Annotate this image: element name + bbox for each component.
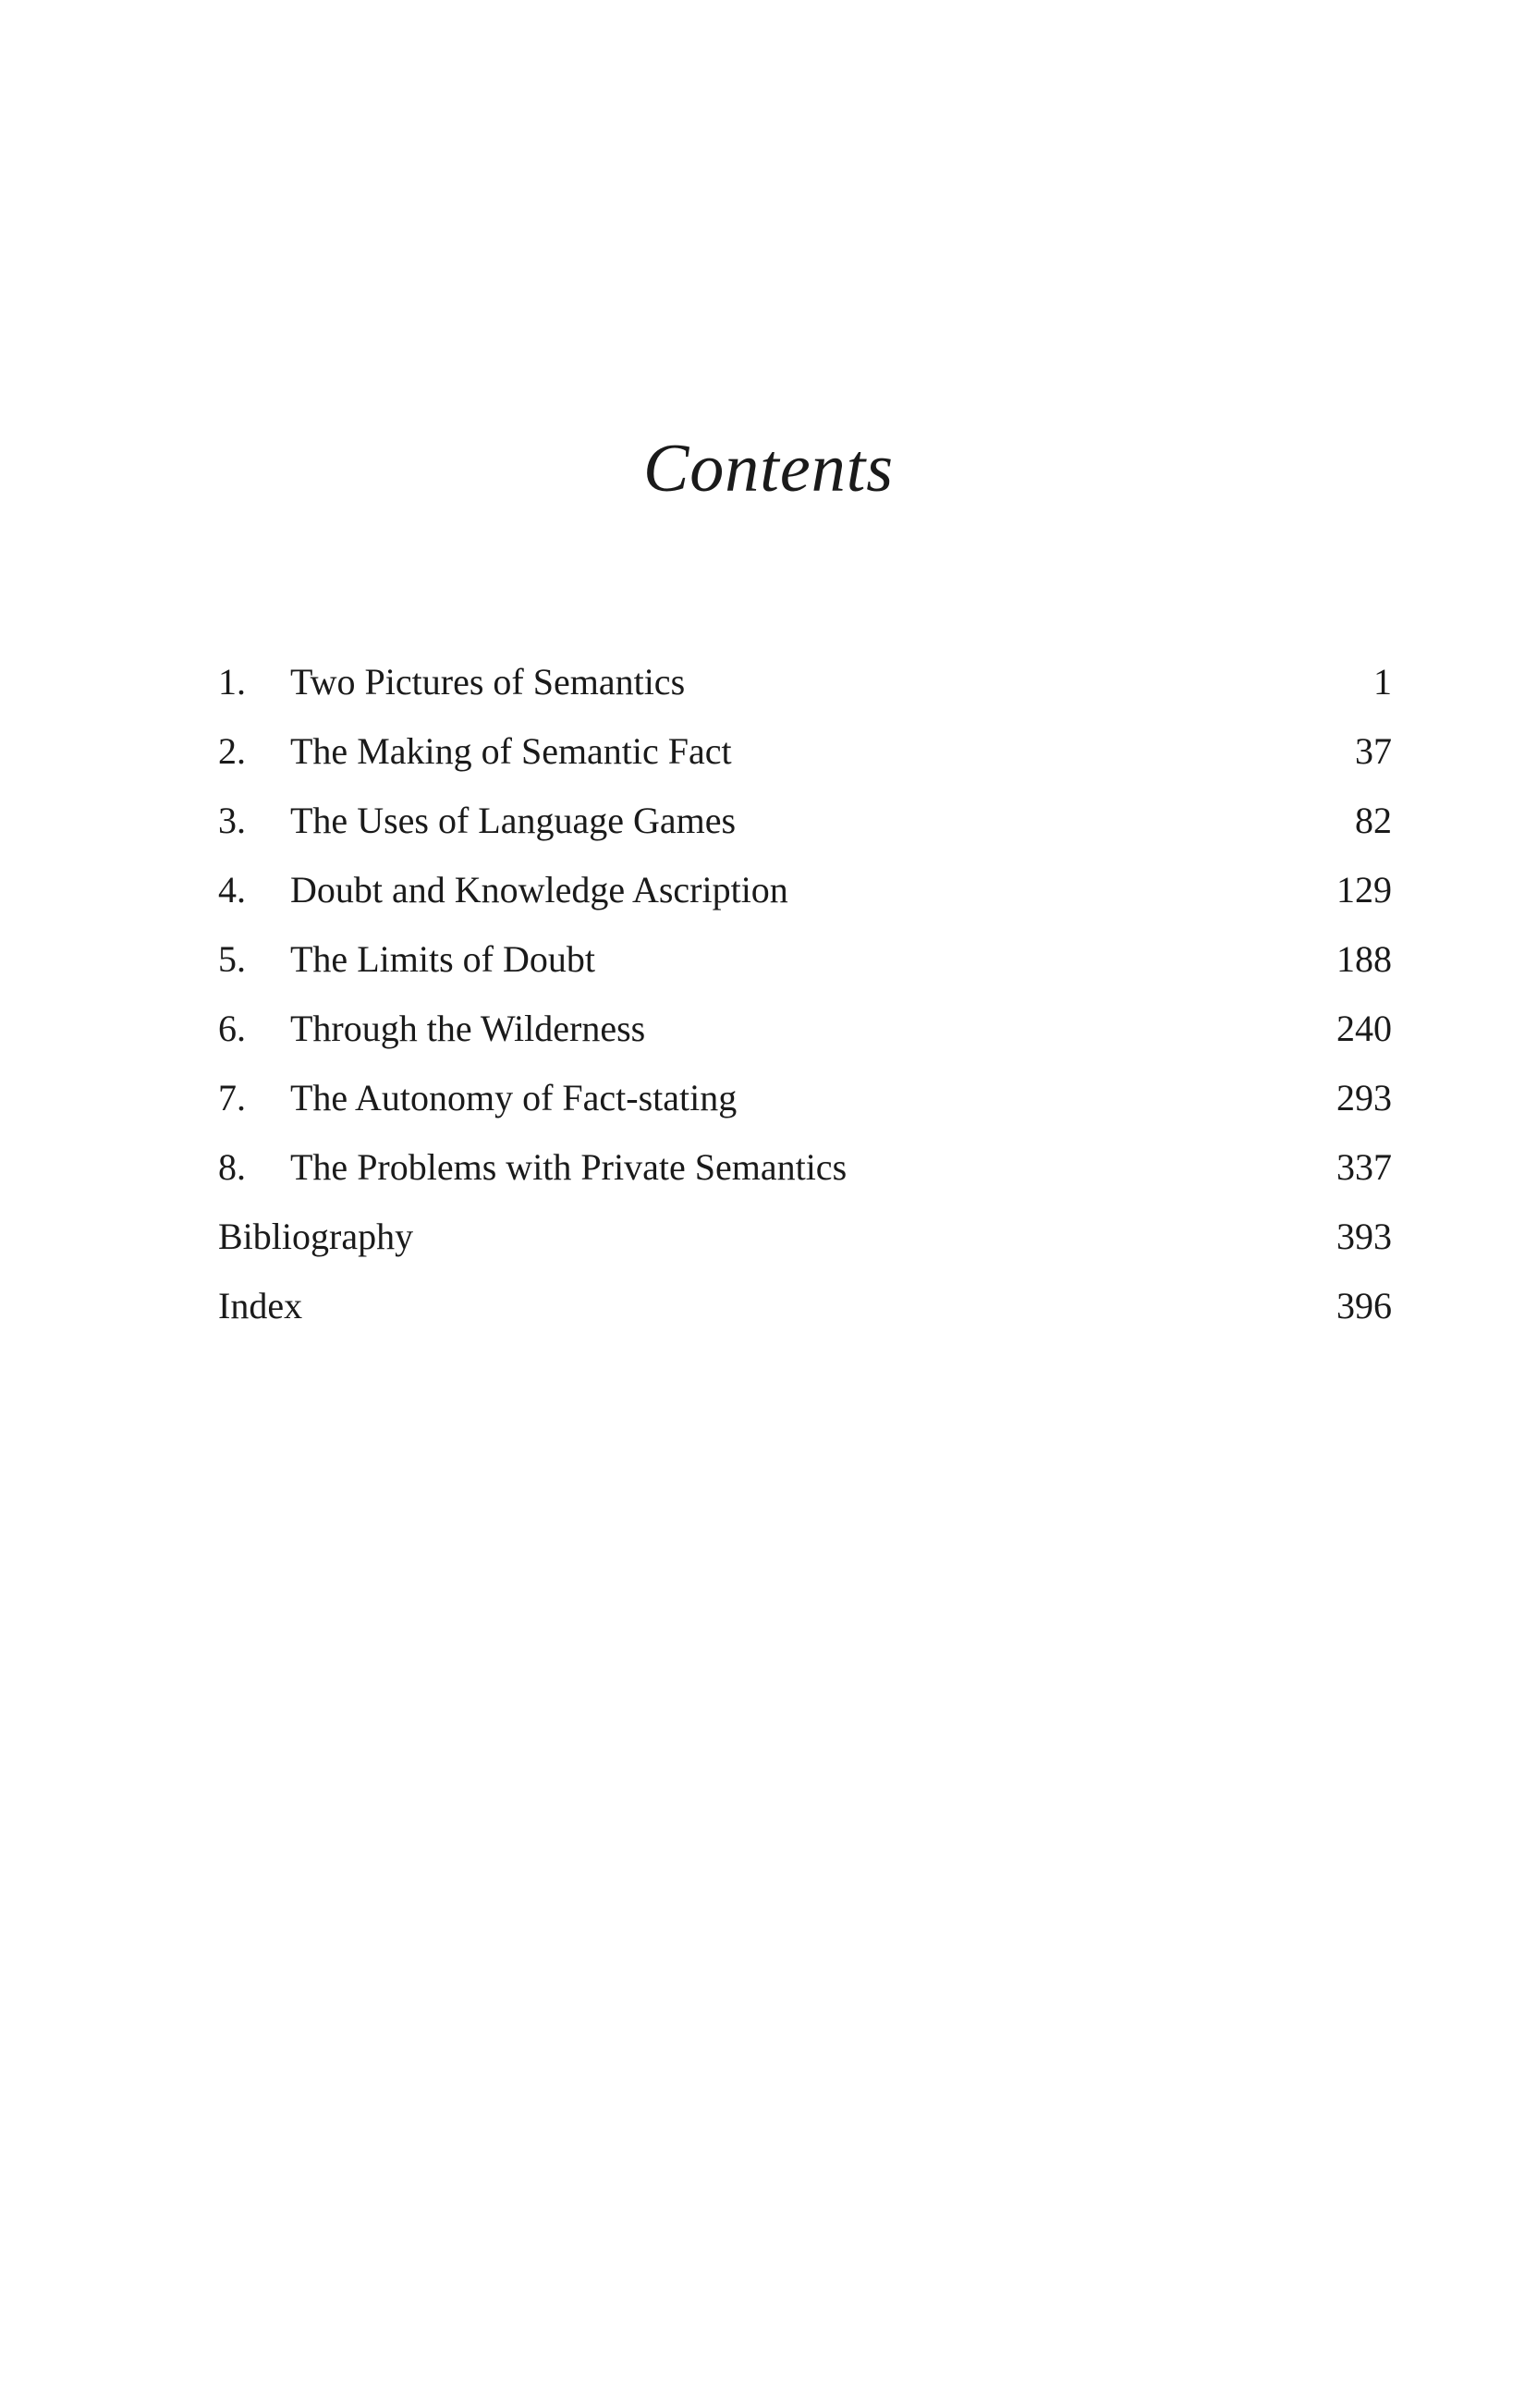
chapter-title: The Limits of Doubt	[290, 938, 595, 980]
toc-entry-6[interactable]	[218, 994, 1392, 1063]
chapter-title: Two Pictures of Semantics	[290, 661, 686, 703]
page-number: 188	[1336, 938, 1392, 980]
chapter-number: 1.	[218, 661, 246, 703]
page-number: 129	[1336, 869, 1392, 911]
toc-entry-8[interactable]	[218, 1132, 1392, 1202]
toc-entry-bibliography[interactable]	[218, 1202, 1392, 1271]
page-number: 393	[1336, 1216, 1392, 1257]
chapter-number: 6.	[218, 1008, 246, 1049]
toc-entry-1[interactable]	[218, 647, 1392, 716]
chapter-number: 3.	[218, 800, 246, 841]
page-number: 337	[1336, 1146, 1392, 1188]
chapter-title: The Making of Semantic Fact	[290, 730, 732, 772]
section-title: Index	[218, 1285, 303, 1326]
page-title: Contents	[642, 431, 895, 507]
chapter-title: The Problems with Private Semantics	[290, 1146, 848, 1188]
toc-entry-2[interactable]	[218, 716, 1392, 786]
toc-entry-5[interactable]	[218, 924, 1392, 994]
chapter-number: 4.	[218, 869, 246, 911]
toc-entry-4[interactable]	[218, 855, 1392, 924]
chapter-title: Through the Wilderness	[290, 1008, 646, 1049]
page-number: 1	[1373, 661, 1392, 703]
chapter-number: 7.	[218, 1077, 246, 1118]
page-number: 37	[1355, 730, 1392, 772]
chapter-title: Doubt and Knowledge Ascription	[290, 869, 788, 911]
page-number: 293	[1336, 1077, 1392, 1118]
toc-entry-index[interactable]	[218, 1271, 1392, 1340]
page-number: 240	[1336, 1008, 1392, 1049]
toc-entry-3[interactable]	[218, 786, 1392, 855]
section-title: Bibliography	[218, 1216, 414, 1257]
page-number: 396	[1336, 1285, 1392, 1326]
chapter-number: 2.	[218, 730, 246, 772]
toc-entry-7[interactable]	[218, 1063, 1392, 1132]
chapter-title: The Autonomy of Fact-stating	[290, 1077, 738, 1118]
chapter-number: 8.	[218, 1146, 246, 1188]
chapter-title: The Uses of Language Games	[290, 800, 737, 841]
table-of-contents	[218, 647, 1392, 1340]
page-number: 82	[1355, 800, 1392, 841]
chapter-number: 5.	[218, 938, 246, 980]
